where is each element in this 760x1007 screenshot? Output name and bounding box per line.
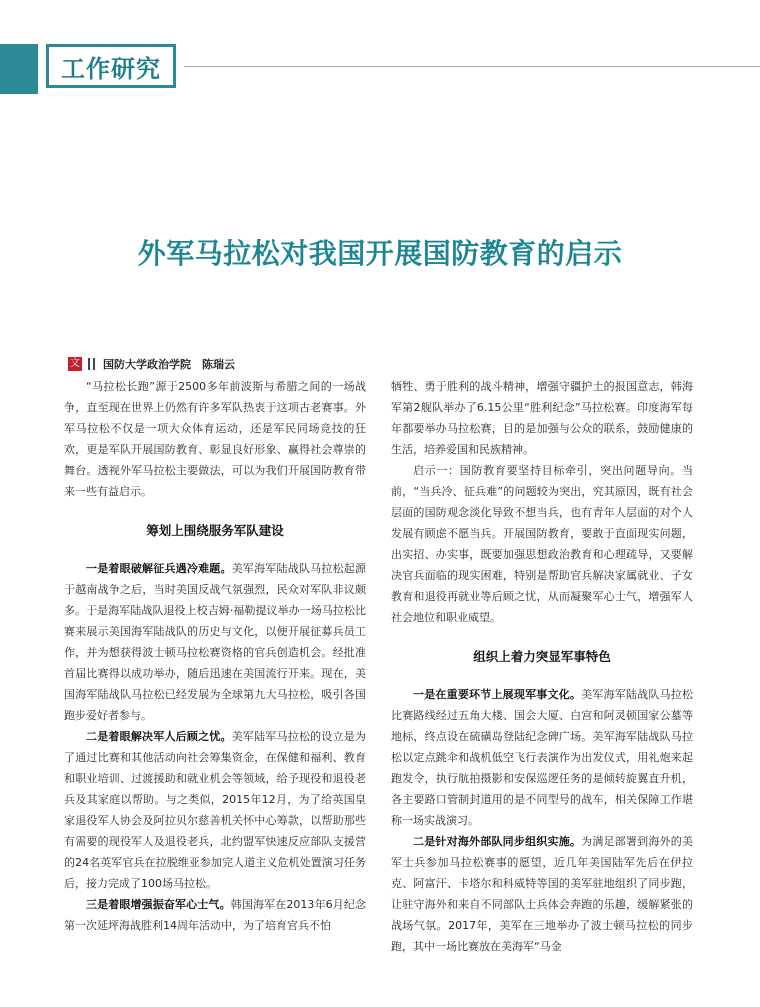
article-title: 外军马拉松对我国开展国防教育的启示 (137, 237, 623, 270)
left-column (64, 376, 366, 936)
author-affiliation: 国防大学政治学院 陈瑞云 (103, 358, 235, 371)
paragraph-lead: 二是着眼解决军人后顾之忧。 (86, 730, 232, 743)
section-heading: 组织上着力突显军事特色 (473, 649, 611, 664)
paragraph-lead: 一是着眼破解征兵遇冷难题。 (86, 562, 232, 575)
paragraph-body: 为满足部署到海外的美军士兵参加马拉松赛事的愿望，近几年美国陆军先后在伊拉克、阿富汗、卡塔尔和科威特等国的美军驻地组织了同步跑，让驻守海外和来自不同部队士兵体会奔跑的乐趣，缓解紧张的战场气氛。2017年，美军在三地举办了波士顿马拉松的同步跑，其中一场比赛放在美海军“马金 (391, 835, 693, 953)
wen-icon: 文 (70, 358, 80, 369)
paragraph-body: 美军海军陆战队马拉松起源于越南战争之后，当时美国反战气氛强烈，民众对军队非议颇多。于是海军陆战队退役上校吉姆·福勒提议举办一场马拉松比赛来展示美国海军陆战队的历史与文化，以便开展征募兵员工作，并为想获得波士顿马拉松赛资格的官兵创造机会。经批准首届比赛得以成功举办，随后迅速在美国流行开来。现在，美国海军陆战队马拉松已经发展为全球第九大马拉松，吸引各国跑步爱好者参与。 (64, 562, 367, 722)
paragraph-lead: 一是在重要环节上展现军事文化。 (413, 688, 582, 701)
body-paragraph (64, 726, 366, 894)
section-header (46, 44, 176, 88)
paragraph-body: 韩国海军在2013年6月纪念第一次延坪海战胜利14周年活动中，为了培育官兵不怕 (64, 898, 366, 932)
byline-divider (88, 358, 90, 370)
paragraph-lead: 二是针对海外部队同步组织实施。 (413, 835, 582, 848)
right-column (391, 376, 693, 957)
intro-paragraph: “马拉松长跑”源于2500多年前波斯与希腊之间的一场战争，直至现在世界上仍然有许多军队热衷于这项古老赛事。外军马拉松不仅是一项大众体育运动，还是军民同场竞技的狂欢，更是军队开展国防教育、彰显良好形象、赢得社会尊崇的舞台。透视外军马拉松主要做法，可以为我们开展国防教育带来一些有益启示。 (64, 380, 366, 498)
section-heading: 筹划上围绕服务军队建设 (146, 523, 284, 538)
insight-paragraph: 启示一：国防教育要坚持目标牵引，突出问题导向。当前，“当兵冷、征兵难”的问题较为突出，究其原因，既有社会层面的国防观念淡化导致不想当兵，也有青年人层面的对个人发展有顾虑不愿当兵。开展国防教育，要敢于直面现实问题，出实招、办实事，既要加强思想政治教育和心理疏导，又要解决官兵面临的现实困难，特别是帮助官兵解决家属就业、子女教育和退役再就业等后顾之忧，从而凝聚军心士气，增强军人社会地位和职业威望。 (391, 464, 693, 624)
body-paragraph (64, 558, 366, 726)
body-paragraph (64, 894, 366, 936)
header-rule (184, 66, 760, 67)
body-paragraph (391, 684, 693, 831)
byline-divider (93, 358, 95, 370)
paragraph-body: 美军陆军马拉松的设立是为了通过比赛和其他活动向社会筹集资金，在保健和福利、教育和职业培训、过渡援助和就业机会等领域，给予现役和退役老兵及其家庭以帮助。与之类似，2015年12月，为了给英国皇家退役军人协会及阿拉贝尔慈善机关怀中心筹款，以帮助那些有需要的现役军人及退役老兵，北约盟军快速反应部队支援营的24名英军官兵在拉脱维亚参加完人道主义危机处置演习任务后，接力完成了100场马拉松。 (64, 730, 367, 890)
continued-paragraph: 牺牲、勇于胜利的战斗精神，增强守疆护土的报国意志，韩海军第2舰队举办了6.15公里“胜利纪念”马拉松赛。印度海军每年都要举办马拉松赛，目的是加强与公众的联系，鼓励健康的生活，培养爱国和民族精神。 (391, 380, 693, 456)
paragraph-lead: 三是着眼增强振奋军心士气。 (86, 898, 231, 911)
body-paragraph (391, 831, 693, 957)
section-color-tab (0, 44, 38, 94)
section-label: 工作研究 (61, 54, 161, 83)
paragraph-body: 美军海军陆战队马拉松比赛路线经过五角大楼、国会大厦、白宫和阿灵顿国家公墓等地标，终点设在硫磺岛登陆纪念碑广场。美军海军陆战队马拉松以定点跳伞和战机低空飞行表演作为出发仪式，用礼炮来起跑发令，执行航拍摄影和安保巡逻任务的是倾转旋翼直升机，各主要路口管制封道用的是不同型号的战车，相关保障工作堪称一场实战演习。 (391, 688, 693, 827)
byline (68, 355, 235, 373)
